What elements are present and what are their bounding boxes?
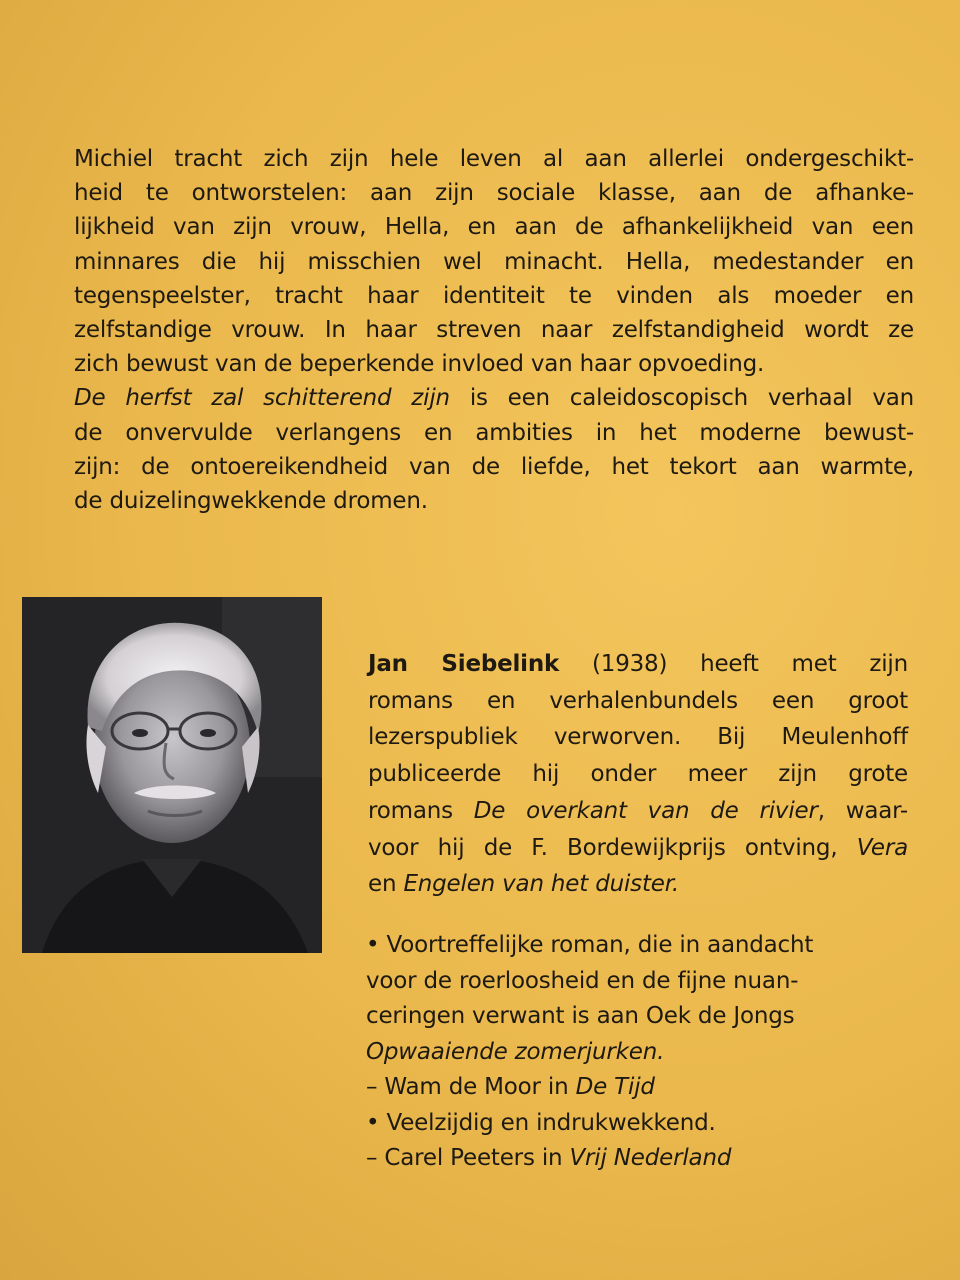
book-title: Engelen van het duister.: [403, 871, 679, 898]
blurb-line: lijkheid van zijn vrouw, Hella, en aan de afhankelijkheid van een: [74, 214, 914, 241]
bio-line: romans en verhalenbundels een groot: [368, 687, 908, 714]
review-quotes: [366, 928, 906, 1177]
quote-attribution: [366, 1141, 906, 1177]
bio-line: publiceerde hij onder meer zijn grote: [368, 761, 908, 788]
author-photo: [22, 597, 322, 953]
bio-line: lezerspubliek verworven. Bij Meulenhoff: [368, 724, 908, 751]
bio-text: en: [368, 871, 404, 898]
bio-text: romans: [368, 797, 474, 824]
bio-text: (1938) heeft met zijn: [559, 651, 908, 677]
blurb-line: zich bewust van de beperkende invloed van haar opvoeding.: [74, 351, 765, 378]
quote-book-title: Opwaaiende zomerjurken.: [366, 1038, 665, 1065]
blurb-title-rest: is een caleidoscopisch verhaal van: [449, 385, 914, 412]
bio-text: , waar-: [817, 797, 908, 824]
book-title: Vera: [856, 834, 908, 861]
bio-line: [368, 866, 908, 903]
blurb-line: minnares die hij misschien wel minacht. Hella, medestander en: [74, 248, 914, 275]
bio-text: voor hij de F. Bordewijkprijs ontving,: [368, 834, 857, 861]
blurb-text: [74, 142, 914, 518]
quote-line: ceringen verwant is aan Oek de Jongs: [366, 1003, 795, 1029]
attribution-text: – Carel Peeters in: [366, 1145, 570, 1171]
attribution-source: Vrij Nederland: [569, 1145, 732, 1171]
quote-line: voor de roerloosheid en de fijne nuan-: [366, 967, 799, 994]
blurb-line: zijn: de ontoereikendheid van de liefde, het tekort aan warmte,: [74, 453, 914, 480]
author-name: Jan Siebelink: [368, 651, 560, 677]
author-bio: [368, 646, 908, 903]
book-title: De overkant van de rivier: [473, 797, 818, 824]
blurb-line: de duizelingwekkende dromen.: [74, 488, 428, 515]
blurb-title-line: [74, 381, 914, 415]
blurb-line: zelfstandige vrouw. In haar streven naar zelfstandigheid wordt ze: [74, 317, 914, 344]
quote-attribution: [366, 1070, 906, 1106]
blurb-line: Michiel tracht zich zijn hele leven al aan allerlei ondergeschikt-: [74, 146, 914, 172]
bio-line: [368, 830, 908, 867]
blurb-line: tegenspeelster, tracht haar identiteit te vinden als moeder en: [74, 282, 914, 309]
attribution-source: De Tijd: [575, 1074, 655, 1100]
quote-line: • Veelzijdig en indrukwekkend.: [366, 1109, 716, 1136]
bio-line: [368, 646, 908, 683]
attribution-text: – Wam de Moor in: [366, 1074, 576, 1100]
blurb-line: heid te ontworstelen: aan zijn sociale klasse, aan de afhanke-: [74, 180, 914, 207]
author-portrait-icon: [22, 597, 322, 953]
bio-line: [368, 793, 908, 830]
book-title: De herfst zal schitterend zijn: [74, 385, 450, 412]
quote-line: • Voortreffelijke roman, die in aandacht: [366, 932, 814, 958]
blurb-line: de onvervulde verlangens en ambities in het moderne bewust-: [74, 419, 914, 446]
